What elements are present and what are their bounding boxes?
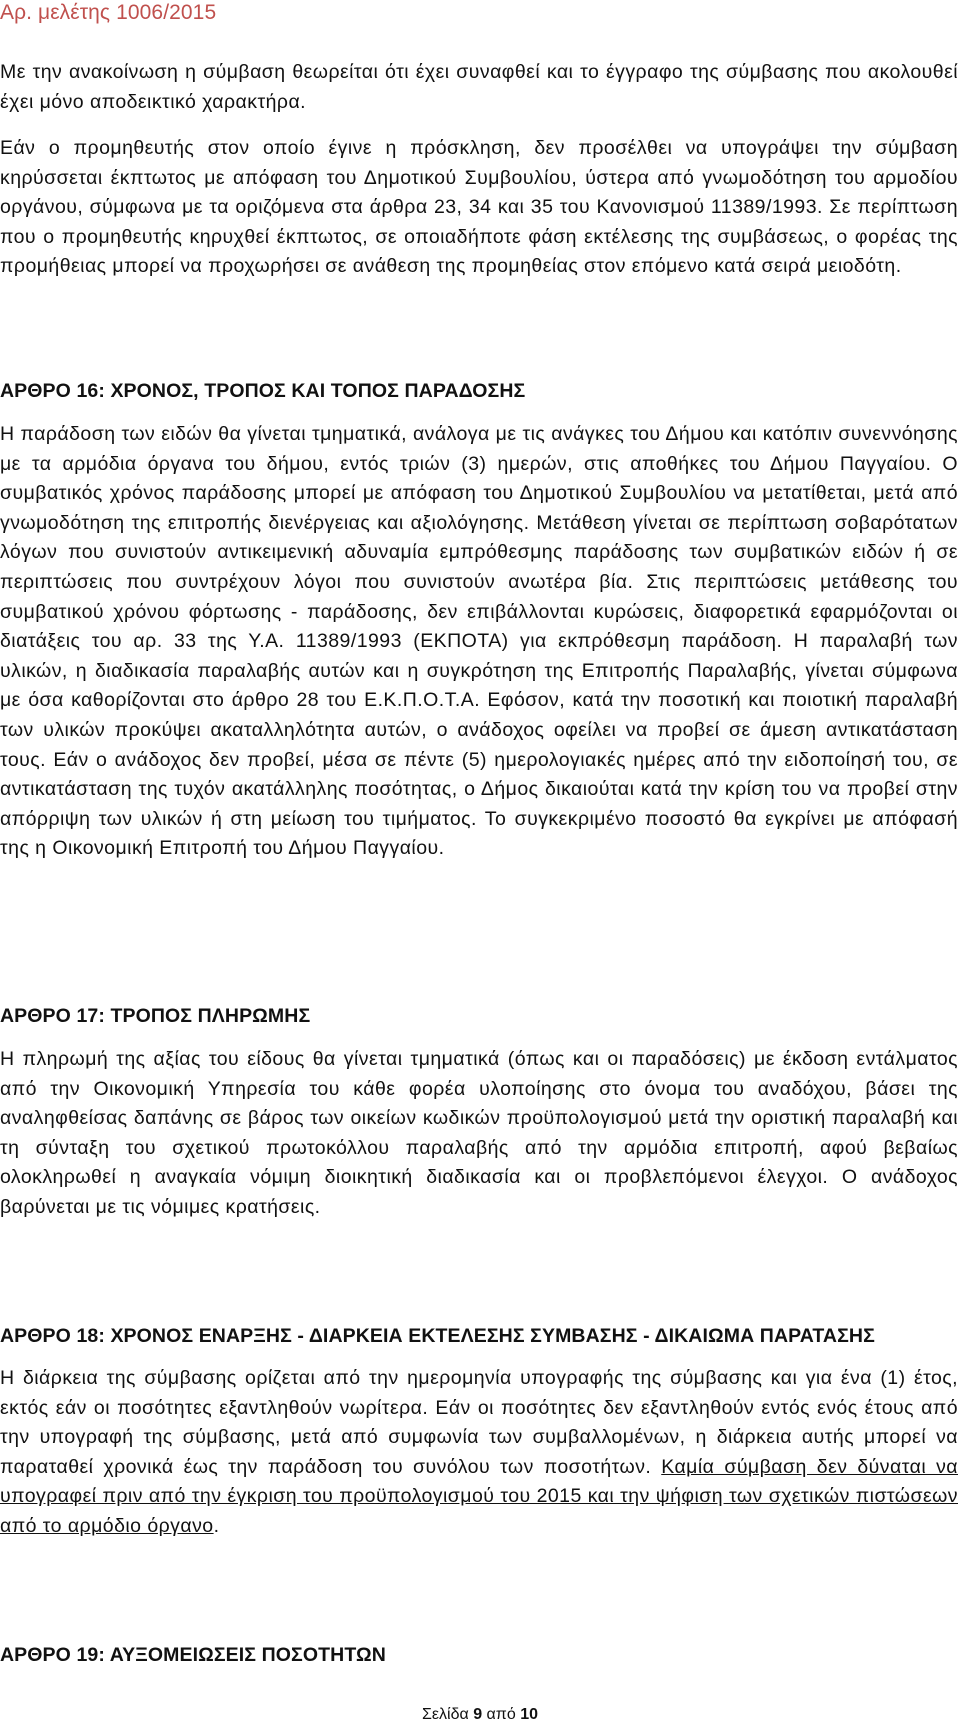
- footer-page-total: 10: [520, 1706, 538, 1723]
- article-18-heading: ΑΡΘΡΟ 18: ΧΡΟΝΟΣ ΕΝΑΡΞΗΣ - ΔΙΑΡΚΕΙΑ ΕΚΤΕΛΕΣΗΣ ΣΥΜΒΑΣΗΣ - ΔΙΚΑΙΩΜΑ ΠΑΡΑΤΑΣΗΣ: [0, 1325, 875, 1347]
- study-number-header: Αρ. μελέτης 1006/2015: [0, 1, 217, 24]
- article-18-text: [0, 1364, 958, 1542]
- article-17-text: Η πληρωμή της αξίας του είδους θα γίνεται τμηματικά (όπως και οι παραδόσεις) με έκδοση εντάλματος από την Οικονομική Υπηρεσία του κάθε φορέα υλοποίησης στο όνομα του αναδόχου, βάσει της αναληφθείσας δαπάνης σε βάρος των οικείων κωδικών προϋπολογισμού μετά την οριστική παραλαβή και τη σύνταξη του σχετικού πρωτοκόλλου παραλαβής από την αρμόδια επιτροπή, αφού βεβαίως ολοκληρωθεί η αναγκαία νόμιμη διοικητική διαδικασία και οι προβλεπόμενοι έλεγχοι. Ο ανάδοχος βαρύνεται με τις νόμιμες κρατήσεις.: [0, 1048, 958, 1218]
- footer-page-number: 9: [473, 1706, 483, 1723]
- footer-page-middle: από: [482, 1706, 521, 1723]
- article-18-end-text: .: [213, 1514, 220, 1537]
- article-19-heading: ΑΡΘΡΟ 19: ΑΥΞΟΜΕΙΩΣΕΙΣ ΠΟΣΟΤΗΤΩΝ: [0, 1644, 386, 1666]
- page-footer: [0, 1705, 960, 1725]
- article-18-main-text: Η διάρκεια της σύμβασης ορίζεται από την ημερομηνία υπογραφής της σύμβασης και για ένα (1) έτος, εκτός εάν οι ποσότητες εξαντληθούν νωρίτερα. Εάν οι ποσότητες δεν εξαντληθούν εντός ενός έτους από την υπογραφή της σύμβασης, μετά από συμφωνία των συμβαλλομένων, η διάρκεια αυτής μπορεί να παραταθεί χρονικά έως την παράδοση του συνόλου των ποσοτήτων.: [0, 1367, 958, 1478]
- article-17-heading: ΑΡΘΡΟ 17: ΤΡΟΠΟΣ ΠΛΗΡΩΜΗΣ: [0, 1005, 311, 1027]
- paragraph-contract-announcement: Με την ανακοίνωση η σύμβαση θεωρείται ότι έχει συναφθεί και το έγγραφο της σύμβασης που ακολουθεί έχει μόνο αποδεικτικό χαρακτήρα.: [0, 61, 958, 113]
- footer-page-prefix: Σελίδα: [422, 1706, 474, 1723]
- article-16-heading: ΑΡΘΡΟ 16: ΧΡΟΝΟΣ, ΤΡΟΠΟΣ ΚΑΙ ΤΟΠΟΣ ΠΑΡΑΔΟΣΗΣ: [0, 380, 526, 402]
- article-18-underlined-text: Καμία σύμβαση δεν δύναται να υπογραφεί πριν από την έγκριση του προϋπολογισμού του 2015 και την ψήφιση των σχετικών πιστώσεων από το αρμόδιο όργανο: [0, 1455, 958, 1537]
- paragraph-supplier-forfeiture: Εάν ο προμηθευτής στον οποίο έγινε η πρόσκληση, δεν προσέλθει να υπογράψει την σύμβαση κηρύσσεται έκπτωτος με απόφαση του Δημοτικού Συμβουλίου, ύστερα από γνωμοδότηση του αρμοδίου οργάνου, σύμφωνα με τα οριζόμενα στα άρθρα 23, 34 και 35 του Κανονισμού 11389/1993. Σε περίπτωση που ο προμηθευτής κηρυχθεί έκπτωτος, σε οποιαδήποτε φάση εκτέλεσης της συμβάσεως, ο φορέας της προμήθειας μπορεί να προχωρήσει σε ανάθεση της προμηθείας στον επόμενο κατά σειρά μειοδότη.: [0, 137, 958, 278]
- article-16-text: Η παράδοση των ειδών θα γίνεται τμηματικά, ανάλογα με τις ανάγκες του Δήμου και κατόπιν συνεννόησης με τα αρμόδια όργανα του δήμου, εντός τριών (3) ημερών, στις αποθήκες του Δήμου Παγγαίου. Ο συμβατικός χρόνος παράδοσης μπορεί με απόφαση του Δημοτικού Συμβουλίου να μετατίθεται, μετά από γνωμοδότηση της επιτροπής διενέργειας και αξιολόγησης. Μετάθεση γίνεται σε περίπτωση σοβαρότατων λόγων που συνιστούν αντικειμενική αδυναμία εμπρόθεσμης παράδοσης των συμβατικών ειδών ή σε περιπτώσεις που συντρέχουν λόγοι που συνιστούν ανωτέρα βία. Στις περιπτώσεις μετάθεσης του συμβατικού χρόνου φόρτωσης - παράδοσης, δεν επιβάλλονται κυρώσεις, διαφορετικά εφαρμόζονται οι διατάξεις του αρ. 33 της Υ.Α. 11389/1993 (ΕΚΠΟΤΑ) για εκπρόθεσμη παράδοση. Η παραλαβή των υλικών, η διαδικασία παραλαβής αυτών και η συγκρότηση της Επιτροπής Παραλαβής, γίνεται σύμφωνα με όσα καθορίζονται στο άρθρο 28 του Ε.Κ.Π.Ο.Τ.Α. Εφόσον, κατά την ποσοτική και ποιοτική παραλαβή των υλικών προκύψει ακαταλληλότητα αυτών, ο ανάδοχος οφείλει να προβεί σε άμεση αντικατάσταση τους. Εάν ο ανάδοχος δεν προβεί, μέσα σε πέντε (5) ημερολογιακές ημέρες από την ειδοποίησή του, σε αντικατάσταση της τυχόν ακατάλληλης ποσότητας, ο Δήμος δικαιούται κατά την κρίση του να προβεί στην απόρριψη των υλικών ή στη μείωση του τιμήματος. Το συγκεκριμένο ποσοστό θα εγκρίνει με απόφασή της η Οικονομική Επιτροπή του Δήμου Παγγαίου.: [0, 423, 958, 860]
